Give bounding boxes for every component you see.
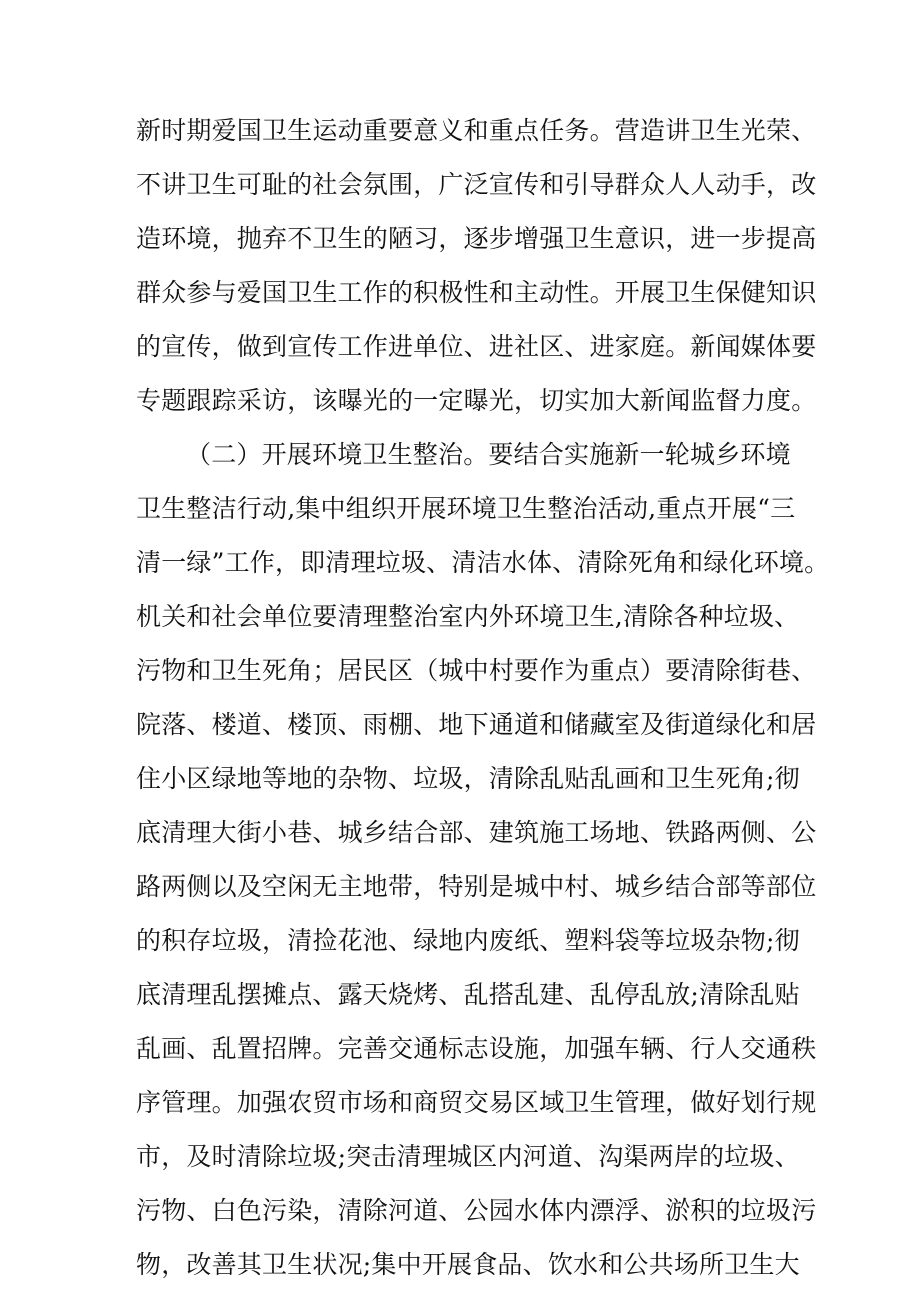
paragraph-2-line-6: 院落、楼道、楼顶、雨棚、地下通道和储藏室及街道绿化和居 xyxy=(136,710,817,739)
paragraph-2-line-8: 底清理大街小巷、城乡结合部、建筑施工场地、铁路两侧、公 xyxy=(136,818,817,847)
paragraph-1-line-6: 专题跟踪采访，该曝光的一定曝光，切实加大新闻监督力度。 xyxy=(136,386,817,415)
paragraph-1-line-3: 造环境，抛弃不卫生的陋习，逐步增强卫生意识，进一步提高 xyxy=(136,224,817,253)
paragraph-2-line-15: 污物、白色污染，清除河道、公园水体内漂浮、淤积的垃圾污 xyxy=(136,1196,817,1225)
paragraph-2-line-5: 污物和卫生死角；居民区（城中村要作为重点）要清除街巷、 xyxy=(136,656,817,685)
paragraph-2-line-13: 序管理。加强农贸市场和商贸交易区域卫生管理，做好划行规 xyxy=(136,1088,817,1117)
paragraph-2-line-7: 住小区绿地等地的杂物、垃圾，清除乱贴乱画和卫生死角;彻 xyxy=(136,764,800,793)
paragraph-1 xyxy=(136,104,817,428)
paragraph-2-line-9: 路两侧以及空闲无主地带，特别是城中村、城乡结合部等部位 xyxy=(136,872,817,901)
document-body xyxy=(136,104,830,1292)
paragraph-2-line-16: 物，改善其卫生状况;集中开展食品、饮水和公共场所卫生大 xyxy=(136,1250,800,1279)
paragraph-2-line-10: 的积存垃圾，清捡花池、绿地内废纸、塑料袋等垃圾杂物;彻 xyxy=(136,926,800,955)
paragraph-1-line-4: 群众参与爱国卫生工作的积极性和主动性。开展卫生保健知识 xyxy=(136,278,817,307)
paragraph-2-line-12: 乱画、乱置招牌。完善交通标志设施，加强车辆、行人交通秩 xyxy=(136,1034,817,1063)
paragraph-1-line-5: 的宣传，做到宣传工作进单位、进社区、进家庭。新闻媒体要 xyxy=(136,332,817,361)
paragraph-2-line-1: （二）开展环境卫生整治。要结合实施新一轮城乡环境 xyxy=(186,440,791,469)
paragraph-2-line-11: 底清理乱摆摊点、露天烧烤、乱搭乱建、乱停乱放;清除乱贴 xyxy=(136,980,800,1009)
paragraph-1-line-1: 新时期爱国卫生运动重要意义和重点任务。营造讲卫生光荣、 xyxy=(136,116,817,145)
paragraph-2-line-2: 卫生整洁行动,集中组织开展环境卫生整治活动,重点开展“三 xyxy=(136,494,796,523)
paragraph-2-line-14: 市，及时清除垃圾;突击清理城区内河道、沟渠两岸的垃圾、 xyxy=(136,1142,800,1171)
paragraph-2-line-4: 机关和社会单位要清理整治室内外环境卫生,清除各种垃圾、 xyxy=(136,602,800,631)
paragraph-2 xyxy=(136,428,830,1292)
paragraph-2-line-3: 清一绿”工作，即清理垃圾、清洁水体、清除死角和绿化环境。 xyxy=(136,548,830,577)
paragraph-1-line-2: 不讲卫生可耻的社会氛围，广泛宣传和引导群众人人动手，改 xyxy=(136,170,817,199)
